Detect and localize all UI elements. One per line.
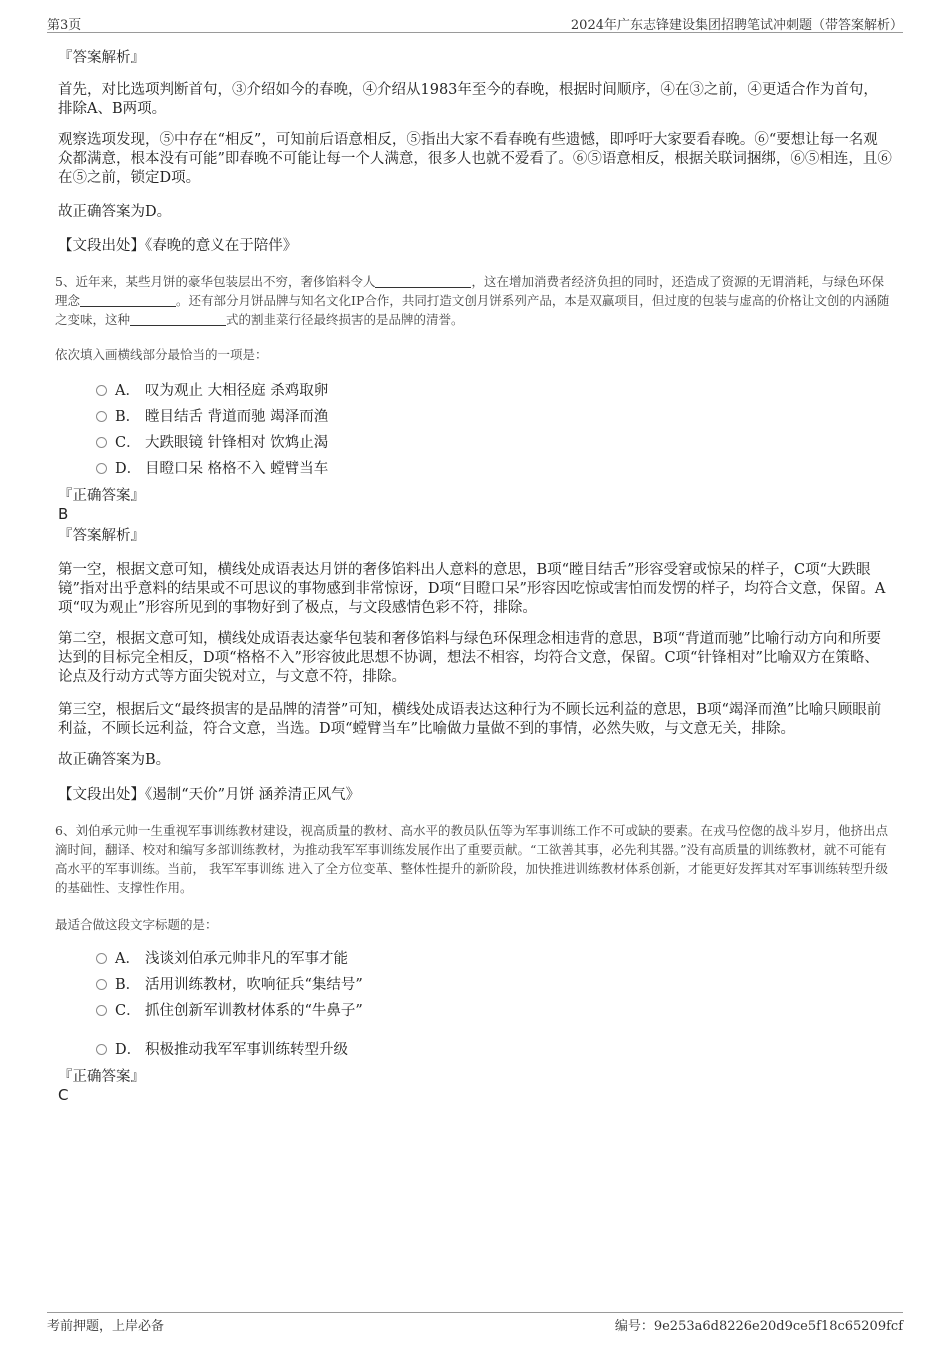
question-6-prompt: 最适合做这段文字标题的是： bbox=[55, 917, 218, 932]
option-a[interactable]: A． 叹为观止 大相径庭 杀鸡取卵 bbox=[96, 381, 328, 401]
fill-blank bbox=[375, 275, 471, 288]
correct-answer-value: B bbox=[58, 505, 69, 523]
analysis-paragraph: 首先，对比选项判断首句，③介绍如今的春晚，④介绍从1983年至今的春晚，根据时间顺序，④在③之前，④更适合作为首句，排除A、B两项。 bbox=[58, 82, 878, 117]
analysis-label-prev: 『答案解析』 bbox=[58, 50, 145, 66]
radio-button[interactable] bbox=[96, 437, 107, 448]
radio-button[interactable] bbox=[96, 411, 107, 422]
radio-button[interactable] bbox=[96, 953, 107, 964]
question-5-prompt: 依次填入画横线部分最恰当的一项是： bbox=[55, 347, 268, 362]
radio-button[interactable] bbox=[96, 1044, 107, 1055]
option-d[interactable]: D． 积极推动我军军事训练转型升级 bbox=[96, 1040, 348, 1060]
analysis-paragraph: 观察选项发现，⑤中存在“相反”，可知前后语意相反，⑤指出大家不看春晚有些遗憾，即呼吁大家要看春晚。⑥“要想让每一名观众都满意，根本没有可能”即春晚不可能让每一个人满意，很多人也就不爱看了。⑥⑤语意相反，根据关联词捆绑，⑥⑤相连，且⑥在⑤之前，锁定D项。 bbox=[58, 132, 892, 186]
fill-blank bbox=[130, 313, 226, 326]
option-b[interactable]: B． 瞠目结舌 背道而驰 竭泽而渔 bbox=[96, 407, 328, 427]
analysis-conclusion: 故正确答案为B。 bbox=[58, 752, 171, 768]
question-5-stem: 5、近年来，某些月饼的豪华包装层出不穷，奢侈馅料令人 ，这在增加消费者经济负担的同时，还造成了资源的无谓消耗，与绿色环保理念 。还有部分月饼品牌与知名文化IP合作，共同打造文创月饼系列产品，本是双赢项目，但过度的包装与虚高的价格让文创的内涵随之变味，这种 式的割韭菜行径最终损害的是品牌的清誉。 bbox=[55, 274, 890, 327]
question-6-stem: 6、刘伯承元帅一生重视军事训练教材建设，视高质量的教材、高水平的教员队伍等为军事训练工作不可或缺的要素。在戎马倥偬的战斗岁月，他挤出点滴时间，翻译、校对和编写多部训练教材，为推动我军军事训练发展作出了重要贡献。“工欲善其事，必先利其器。”没有高质量的训练教材，就不可能有高水平的军事训练。当前， 我军军事训练 进入了全方位变革、整体性提升的新阶段，加快推进训练教材体系创新，才能更好发挥其对军事训练转型升级的基础性、支撑性作用。 bbox=[55, 823, 888, 895]
option-b[interactable]: B． 活用训练教材，吹响征兵“集结号” bbox=[96, 975, 363, 995]
page-footer bbox=[47, 1312, 903, 1333]
radio-button[interactable] bbox=[96, 979, 107, 990]
analysis-paragraph: 第三空，根据后文“最终损害的是品牌的清誉”可知，横线处成语表达这种行为不顾长远利益的意思，B项“竭泽而渔”比喻只顾眼前利益，不顾长远利益，符合文意，当选。D项“螳臂当车”比喻做力量做不到的事情，必然失败，与文意无关，排除。 bbox=[58, 702, 882, 737]
radio-button[interactable] bbox=[96, 463, 107, 474]
option-a[interactable]: A． 浅谈刘伯承元帅非凡的军事才能 bbox=[96, 949, 348, 969]
option-d[interactable]: D． 目瞪口呆 格格不入 螳臂当车 bbox=[96, 459, 328, 479]
radio-button[interactable] bbox=[96, 385, 107, 396]
radio-button[interactable] bbox=[96, 1005, 107, 1016]
analysis-paragraph: 第一空，根据文意可知，横线处成语表达月饼的奢侈馅料出人意料的意思，B项“瞠目结舌”形容受窘或惊呆的样子，C项“大跌眼镜”指对出乎意料的结果或不可思议的事物感到非常惊讶，D项“目瞪口呆”形容因吃惊或害怕而发愣的样子，均符合文意，保留。A项“叹为观止”形容所见到的事物好到了极点，与文段感情色彩不符，排除。 bbox=[58, 562, 886, 616]
footer-slogan: 考前押题，上岸必备 bbox=[47, 1319, 165, 1334]
source-citation: 【文段出处】《遏制“天价”月饼 涵养清正风气》 bbox=[58, 787, 361, 803]
correct-answer-label: 『正确答案』 bbox=[58, 1069, 145, 1085]
option-c[interactable]: C． 大跌眼镜 针锋相对 饮鸩止渴 bbox=[96, 433, 328, 453]
analysis-label: 『答案解析』 bbox=[58, 528, 145, 544]
analysis-conclusion: 故正确答案为D。 bbox=[58, 204, 172, 220]
page-header bbox=[47, 12, 903, 33]
correct-answer-label: 『正确答案』 bbox=[58, 488, 145, 504]
source-citation: 【文段出处】《春晚的意义在于陪伴》 bbox=[58, 238, 298, 254]
correct-answer-value: C bbox=[58, 1086, 69, 1104]
page-number: 第3页 bbox=[47, 18, 82, 33]
fill-blank bbox=[80, 294, 176, 307]
document-code: 编号：9e253a6d8226e20d9ce5f18c65209fcf bbox=[614, 1319, 903, 1334]
analysis-paragraph: 第二空，根据文意可知，横线处成语表达豪华包装和奢侈馅料与绿色环保理念相违背的意思，B项“背道而驰”比喻行动方向和所要达到的目标完全相反，D项“格格不入”形容彼此思想不协调，想法不相容，均符合文意，保留。C项“针锋相对”比喻双方在策略、论点及行动方式等方面尖锐对立，与文意不符，排除。 bbox=[58, 631, 881, 685]
option-c[interactable]: C． 抓住创新军训教材体系的“牛鼻子” bbox=[96, 1001, 363, 1021]
document-title: 2024年广东志锋建设集团招聘笔试冲刺题（带答案解析） bbox=[570, 18, 903, 33]
